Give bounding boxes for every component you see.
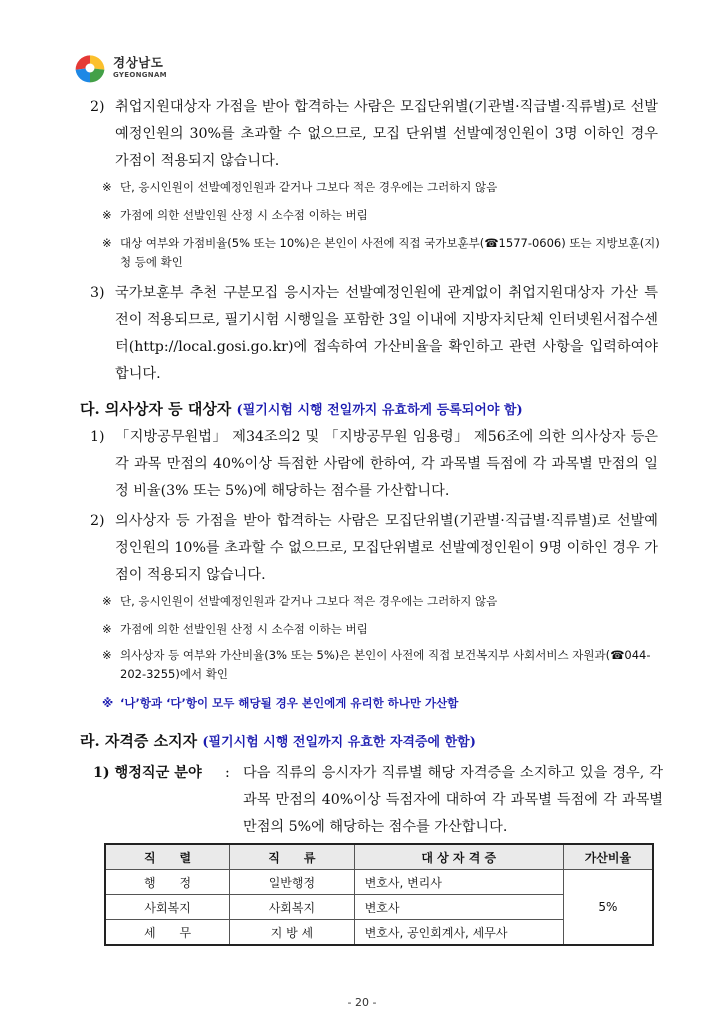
item-2 [90,94,658,175]
cell-class: 지 방 세 [230,920,355,946]
section-da-title: 다. 의사상자 등 대상자 [80,400,232,418]
section-da-item-2-text: 의사상자 등 가점을 받아 합격하는 사람은 모집단위별(기관별·직급별·직류별)로 선발예정인원의 10%를 초과할 수 없으므로, 모집단위별로 선발예정인원이 9명 이하인 경우 가점이 적용되지 않습니다. [115,513,658,583]
logo-korean: 경상남도 [113,54,164,70]
section-ra-item-1 [93,760,663,841]
cell-rate: 5% [563,870,653,946]
cell-class: 일반행정 [230,870,355,895]
da-note-2-text: 가점에 의한 선발인원 산정 시 소수점 이하는 버림 [120,622,368,636]
cell-certificate: 변호사, 공인회계사, 세무사 [354,920,563,946]
cell-series: 사회복지 [105,895,230,920]
da-note-2-mark: ※ [102,622,112,636]
da-note-2 [102,620,662,639]
note-1 [102,178,662,197]
item-2-text: 취업지원대상자 가점을 받아 합격하는 사람은 모집단위별(기관별·직급별·직류별)로 선발예정인원의 30%를 초과할 수 없으므로, 모집 단위별 선발예정인원이 3명 이하인 경우 가점이 적용되지 않습니다. [115,99,658,169]
section-da-item-2 [90,508,658,589]
section-da-item-1-number: 1) [90,429,105,445]
logo-english: GYEONGNAM [113,71,167,80]
section-ra-item-1-text: 다음 직류의 응시자가 직류별 해당 자격증을 소지하고 있을 경우, 각 과목 만점의 40%이상 득점자에 대하여 각 과목별 득점에 각 과목별 만점의 5%에 해당하는 점수를 가산합니다. [243,765,663,835]
da-note-4-mark: ※ [102,696,114,710]
note-3-text: 대상 여부와 가점비율(5% 또는 10%)은 본인이 사전에 직접 국가보훈부(☎1577-0606) 또는 지방보훈(지)청 등에 확인 [120,236,660,269]
da-note-4-text: ‘나’항과 ‘다’항이 모두 해당될 경우 본인에게 유리한 하나만 가산함 [120,696,459,710]
note-2 [102,206,662,225]
section-ra-item-1-label: 1) 행정직군 분야 [93,765,202,781]
note-2-text: 가점에 의한 선발인원 산정 시 소수점 이하는 버림 [120,208,368,222]
note-2-mark: ※ [102,208,112,222]
section-da-subtitle: (필기시험 시행 전일까지 유효하게 등록되어야 함) [236,403,523,418]
cell-certificate: 변호사, 변리사 [354,870,563,895]
da-note-1 [102,592,662,611]
gyeongnam-logo [72,50,167,86]
table-header-row [105,844,653,870]
da-note-4 [102,694,662,713]
da-note-3-text: 의사상자 등 여부와 가산비율(3% 또는 5%)은 본인이 사전에 직접 보건복지부 사회서비스 자원과(☎044-202-3255)에서 확인 [120,648,651,681]
header-certificate: 대 상 자 격 증 [354,844,563,870]
da-note-1-mark: ※ [102,594,112,608]
note-1-mark: ※ [102,180,112,194]
item-3-text: 국가보훈부 추천 구분모집 응시자는 선발예정인원에 관계없이 취업지원대상자 가산 특전이 적용되므로, 필기시험 시행일을 포함한 3일 이내에 지방자치단체 인터넷원서접수센터(http://local.gosi.go.kr)에 접속하여 가산비율을 확인하고 관련 사항을 입력하여야 합니다. [115,285,659,382]
section-da-heading [80,398,523,419]
note-1-text: 단, 응시인원이 선발예정인원과 같거나 그보다 적은 경우에는 그러하지 않음 [120,180,498,194]
page-number: - 20 - [347,996,377,1009]
header-series: 직 렬 [105,844,230,870]
item-3 [90,280,658,388]
da-note-3 [102,646,662,684]
da-note-3-mark: ※ [102,648,112,662]
cell-class: 사회복지 [230,895,355,920]
section-da-item-1 [90,424,658,505]
item-3-number: 3) [90,285,105,301]
section-ra-subtitle: (필기시험 시행 전일까지 유효한 자격증에 한함) [202,735,476,750]
qualification-table [104,843,654,946]
note-3 [102,234,662,272]
header-class: 직 류 [230,844,355,870]
header-rate: 가산비율 [563,844,653,870]
item-2-number: 2) [90,99,105,115]
note-3-mark: ※ [102,236,112,250]
cell-certificate: 변호사 [354,895,563,920]
section-da-item-1-text: 「지방공무원법」 제34조의2 및 「지방공무원 임용령」 제56조에 의한 의사상자 등은 각 과목 만점의 40%이상 득점한 사람에 한하여, 각 과목별 득점에 각 과목별 만점의 일정 비율(3% 또는 5%)에 해당하는 점수를 가산합니다. [115,429,658,499]
section-ra-item-1-colon: : [225,765,230,781]
section-da-item-2-number: 2) [90,513,105,529]
section-ra-heading [80,730,476,751]
cell-series: 행 정 [105,870,230,895]
gyeongnam-emblem-icon [72,50,108,86]
cell-series: 세 무 [105,920,230,946]
table-row [105,870,653,895]
section-ra-title: 라. 자격증 소지자 [80,732,198,750]
da-note-1-text: 단, 응시인원이 선발예정인원과 같거나 그보다 적은 경우에는 그러하지 않음 [120,594,498,608]
